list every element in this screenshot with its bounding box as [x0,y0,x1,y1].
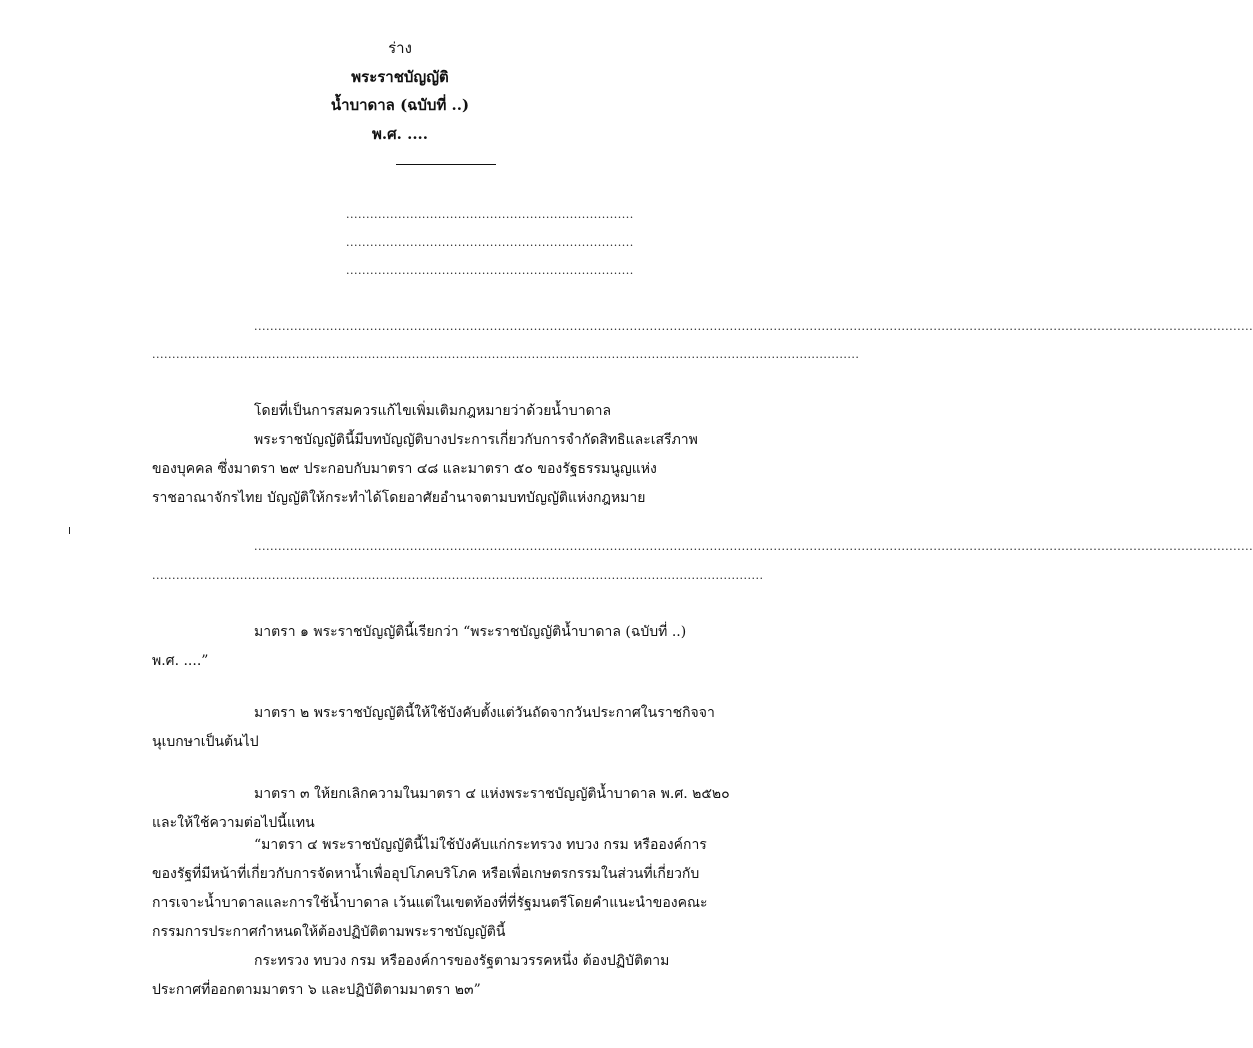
preamble-line-3: ของบุคคล ซึ่งมาตรา ๒๙ ประกอบกับมาตรา ๔๘ และมาตรา ๕๐ ของรัฐธรรมนูญแห่ง [152,461,657,477]
preamble-line-2: พระราชบัญญัตินี้มีบทบัญญัติบางประการเกี่ยวกับการจำกัดสิทธิและเสรีภาพ [254,432,698,448]
preamble-line-1: โดยที่เป็นการสมควรแก้ไขเพิ่มเติมกฎหมายว่าด้วยน้ำบาดาล [254,403,612,419]
act-title: น้ำบาดาล (ฉบับที่ ..) [330,96,470,114]
draft-label: ร่าง [388,39,412,57]
quoted-line-4: กรรมการประกาศกำหนดให้ต้องปฏิบัติตามพระราชบัญญัตินี้ [152,924,506,940]
dotted-line-4: .......................................................................................................................................................................................................................................................... [254,320,1253,333]
dotted-line-3: ........................................................................ [346,264,634,277]
act-type-heading: พระราชบัญญัติ [351,68,449,86]
title-divider [396,164,496,165]
act-year: พ.ศ. .... [372,125,428,143]
quoted-line-5: กระทรวง ทบวง กรม หรือองค์การของรัฐตามวรรคหนึ่ง ต้องปฏิบัติตาม [254,953,670,969]
section-1-line-1: มาตรา ๑ พระราชบัญญัตินี้เรียกว่า “พระราชบัญญัติน้ำบาดาล (ฉบับที่ ..) [254,624,687,640]
section-2-line-2: นุเบกษาเป็นต้นไป [152,734,259,750]
quoted-line-6: ประกาศที่ออกตามมาตรา ๖ และปฏิบัติตามมาตรา ๒๓” [152,982,481,998]
dotted-line-1: ........................................................................ [346,208,634,221]
section-3-line-1: มาตรา ๓ ให้ยกเลิกความในมาตรา ๔ แห่งพระราชบัญญัติน้ำบาดาล พ.ศ. ๒๕๒๐ [254,786,730,802]
dotted-line-7: ......................................................................................................................................................... [152,569,764,582]
quoted-line-3: การเจาะน้ำบาดาลและการใช้น้ำบาดาล เว้นแต่ในเขตท้องที่ที่รัฐมนตรีโดยคำแนะนำของคณะ [152,895,708,911]
dotted-line-2: ........................................................................ [346,236,634,249]
preamble-line-4: ราชอาณาจักรไทย บัญญัติให้กระทำได้โดยอาศัยอำนาจตามบทบัญญัติแห่งกฎหมาย [152,490,646,506]
quoted-line-1: “มาตรา ๔ พระราชบัญญัตินี้ไม่ใช้บังคับแก่กระทรวง ทบวง กรม หรือองค์การ [254,837,707,853]
quoted-line-2: ของรัฐที่มีหน้าที่เกี่ยวกับการจัดหาน้ำเพื่ออุปโภคบริโภค หรือเพื่อเกษตรกรรมในส่วนที่เกี่ยวกับ [152,866,700,882]
section-2-line-1: มาตรา ๒ พระราชบัญญัตินี้ให้ใช้บังคับตั้งแต่วันถัดจากวันประกาศในราชกิจจา [254,705,715,721]
section-3-line-2: และให้ใช้ความต่อไปนี้แทน [152,815,315,831]
scan-mark [69,527,70,534]
section-1-line-2: พ.ศ. ....” [152,653,209,669]
dotted-line-5: ................................................................................................................................................................................. [152,348,860,361]
dotted-line-6: .......................................................................................................................................................................................................................................................... [254,540,1253,553]
